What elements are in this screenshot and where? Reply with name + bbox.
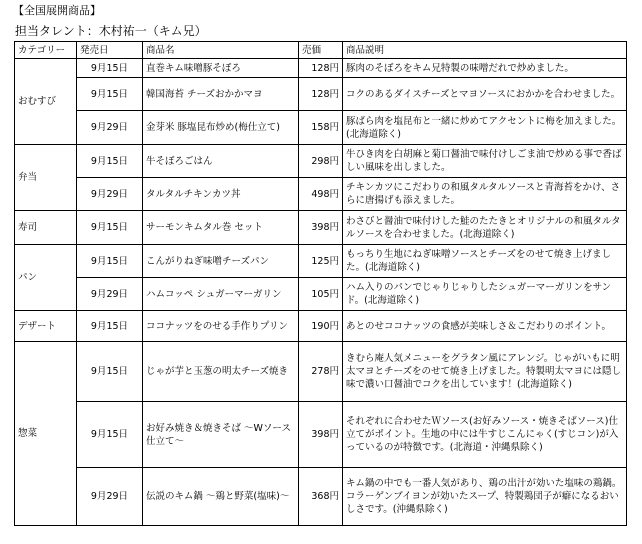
date-cell: 9月15日: [77, 78, 143, 111]
description-cell: それぞれに合わせたＷソース(お好みソース・焼きそばソース)仕立てがポイント。生地の中には牛すじこんにゃく(すじコン)が入っているのが特徴です。(北海道・沖縄県除く): [343, 402, 627, 468]
price-cell: 128円: [299, 59, 343, 78]
date-cell: 9月29日: [77, 111, 143, 145]
price-cell: 298円: [299, 145, 343, 178]
table-row: [15, 468, 627, 526]
description-cell: チキンカツにこだわりの和風タルタルソースと青海苔をかけ、さらに唐揚げも添えました。: [343, 178, 627, 211]
category-cell: 弁当: [15, 145, 77, 211]
description-cell: キム鍋の中でも一番人気があり、鶏の出汁が効いた塩味の鶏鍋。コラーゲンブイヨンが効いたスープ、特製鶏団子が癖になるおいしさです。(沖縄県除く): [343, 468, 627, 526]
category-cell: デザート: [15, 311, 77, 342]
price-cell: 398円: [299, 402, 343, 468]
date-cell: 9月29日: [77, 178, 143, 211]
product-name-cell: 牛そぼろごはん: [143, 145, 299, 178]
description-cell: わさびと醤油で味付けした鮭のたたきとオリジナルの和風タルタルソースを合わせました。(北海道除く): [343, 211, 627, 245]
date-cell: 9月15日: [77, 59, 143, 78]
category-cell: パン: [15, 245, 77, 311]
product-name-cell: サーモンキムタル巻 セット: [143, 211, 299, 245]
table-row: [15, 342, 627, 402]
description-cell: 豚肉のそぼろをキム兄特製の味噌だれで炒めました。: [343, 59, 627, 78]
price-cell: 128円: [299, 78, 343, 111]
description-cell: コクのあるダイスチーズとマヨソースにおかかを合わせました。: [343, 78, 627, 111]
date-cell: 9月29日: [77, 278, 143, 311]
talent-line: 担当タレント：木村祐一（キム兄）: [15, 24, 207, 38]
table-row: [15, 145, 627, 178]
description-cell: 牛ひき肉を白胡麻と菊口醤油で味付けしごま油で炒める事で香ばしい風味を出しました。: [343, 145, 627, 178]
product-name-cell: ココナッツをのせる手作りプリン: [143, 311, 299, 342]
date-cell: 9月15日: [77, 245, 143, 278]
table-row: [15, 78, 627, 111]
product-name-cell: 金芽米 豚塩昆布炒め(梅仕立て): [143, 111, 299, 145]
date-cell: 9月15日: [77, 311, 143, 342]
price-cell: 158円: [299, 111, 343, 145]
table-row: [15, 278, 627, 311]
price-cell: 498円: [299, 178, 343, 211]
description-cell: もっちり生地にねぎ味噌ソースとチーズをのせて焼き上げました。(北海道除く): [343, 245, 627, 278]
price-cell: 368円: [299, 468, 343, 526]
table-row: [15, 178, 627, 211]
date-cell: 9月29日: [77, 468, 143, 526]
product-name-cell: じゃが芋と玉葱の明太チーズ焼き: [143, 342, 299, 402]
table-row: [15, 59, 627, 78]
table-row: [15, 402, 627, 468]
product-name-cell: ハムコッペ シュガーマーガリン: [143, 278, 299, 311]
header-date: 発売日: [77, 42, 143, 59]
category-cell: 寿司: [15, 211, 77, 245]
product-name-cell: お好み焼き＆焼きそば ～Wソース仕立て～: [143, 402, 299, 468]
price-cell: 125円: [299, 245, 343, 278]
table-row: [15, 245, 627, 278]
date-cell: 9月15日: [77, 145, 143, 178]
price-cell: 105円: [299, 278, 343, 311]
description-cell: きむら庵人気メニューをグラタン風にアレンジ。じゃがいもに明太マヨとチーズをのせて焼き上げました。特製明太マヨには隠し味で濃い口醤油でコクを出しています！(北海道除く): [343, 342, 627, 402]
product-name-cell: 伝説のキム鍋 ～鶏と野菜(塩味)～: [143, 468, 299, 526]
header-name: 商品名: [143, 42, 299, 59]
product-name-cell: こんがりねぎ味噌チーズパン: [143, 245, 299, 278]
product-name-cell: 直巻キム味噌豚そぼろ: [143, 59, 299, 78]
table-row: [15, 311, 627, 342]
product-table: [14, 41, 627, 526]
description-cell: あとのせココナッツの食感が美味しさ＆こだわりのポイント。: [343, 311, 627, 342]
header-description: 商品説明: [343, 42, 627, 59]
table-row: [15, 211, 627, 245]
date-cell: 9月15日: [77, 342, 143, 402]
header-price: 売価: [299, 42, 343, 59]
price-cell: 278円: [299, 342, 343, 402]
product-name-cell: 韓国海苔 チーズおかかマヨ: [143, 78, 299, 111]
description-cell: ハム入りのパンでじゃりじゃりしたシュガーマーガリンをサンド。(北海道除く): [343, 278, 627, 311]
price-cell: 190円: [299, 311, 343, 342]
header-category: カテゴリー: [15, 42, 77, 59]
price-cell: 398円: [299, 211, 343, 245]
description-cell: 豚ばら肉を塩昆布と一緒に炒めてアクセントに梅を加えました。(北海道除く): [343, 111, 627, 145]
section-heading: 【全国展開商品】: [13, 4, 101, 17]
category-cell: 惣菜: [15, 342, 77, 526]
header-row: [15, 42, 627, 59]
product-name-cell: タルタルチキンカツ丼: [143, 178, 299, 211]
date-cell: 9月15日: [77, 402, 143, 468]
table-row: [15, 111, 627, 145]
date-cell: 9月15日: [77, 211, 143, 245]
category-cell: おむすび: [15, 59, 77, 145]
